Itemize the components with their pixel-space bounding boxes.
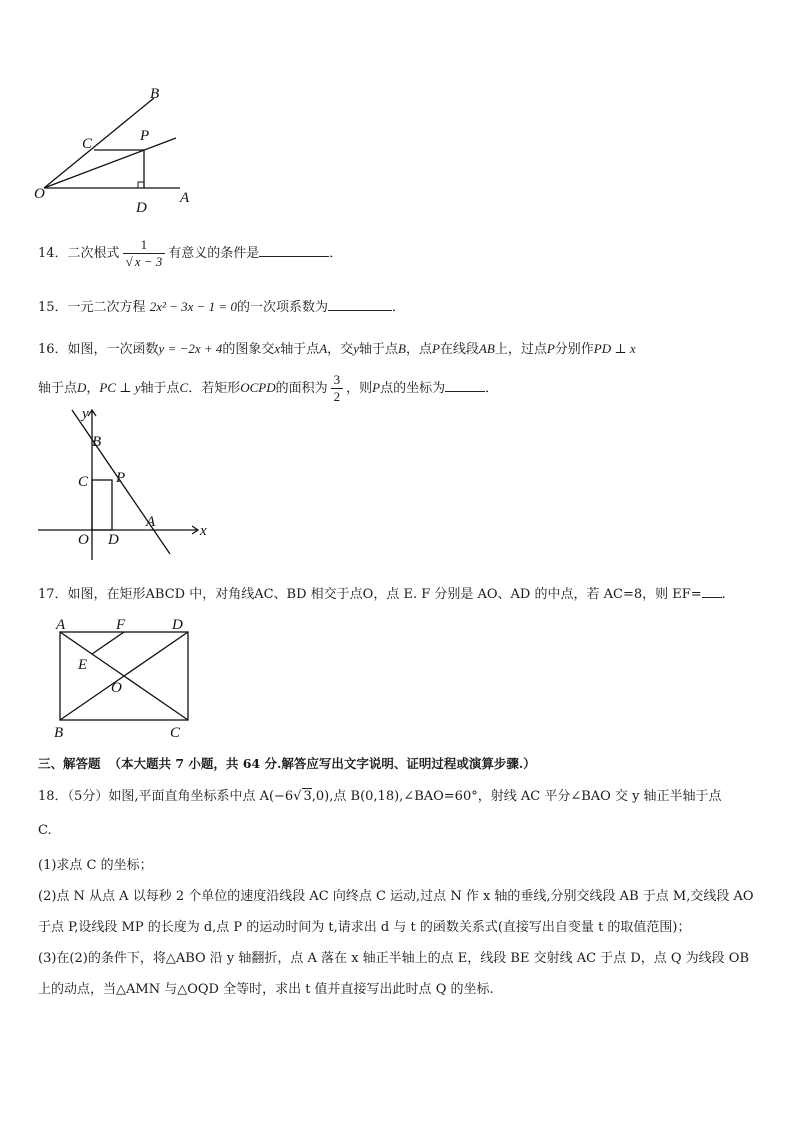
label-a: A	[180, 190, 190, 206]
q16-text: 点的坐标为	[380, 381, 446, 396]
q17-end: .	[721, 587, 726, 602]
label-b: B	[92, 434, 102, 450]
question-18-part1	[38, 854, 153, 873]
question-18-part3a	[38, 947, 749, 966]
q16-var: OCPD	[240, 380, 276, 395]
q18-part2-text: (2)点 N 从点 A 以每秒 2 个单位的速度沿线段 AC 向终点 C 运动,过点 N 作 x 轴的垂线,分别交线段 AB 于点 M,交线段 AO	[38, 889, 754, 904]
q14-end: ．	[329, 246, 343, 261]
label-a: A	[56, 617, 66, 633]
q14-pre: 二次根式	[67, 246, 120, 261]
q14-answer-blank[interactable]	[259, 243, 329, 257]
q14-number: 14．	[38, 246, 68, 261]
label-c: C	[82, 136, 93, 152]
question-18-line1	[38, 785, 722, 804]
q18-text: ,0),点 B(0,18),∠BAO=60°，射线 AC 平分∠BAO 交 y 轴正半轴于点	[311, 789, 722, 804]
q14-fraction	[123, 237, 166, 270]
q16-var: A	[319, 341, 328, 356]
q15-number: 15．	[38, 300, 68, 315]
q16-text: 16．如图，一次函数	[38, 342, 159, 357]
q16-var: D	[77, 380, 87, 395]
q16-text: ．若矩形	[188, 381, 241, 396]
q16-var: y	[353, 341, 359, 356]
question-18-line2	[38, 823, 52, 838]
label-b: B	[54, 725, 64, 741]
section-3-heading	[38, 754, 536, 772]
q14-radicand: x − 3	[134, 254, 163, 269]
segment-ef	[92, 632, 124, 654]
q16-text: 轴于点	[140, 381, 180, 396]
q15-equation: 2x² − 3x − 1 = 0	[149, 299, 237, 314]
q16-text: 的图象交	[222, 342, 275, 357]
label-f: F	[116, 617, 126, 633]
q16-var: B	[397, 341, 406, 356]
q16-var: PD ⊥ x	[593, 341, 636, 356]
label-d: D	[108, 532, 119, 548]
ray-op	[44, 138, 176, 188]
q16-var: C	[179, 380, 189, 395]
figure-q16	[30, 404, 220, 564]
q18-sqrt: √ 3	[293, 789, 312, 804]
label-d: D	[172, 617, 183, 633]
label-o: O	[34, 186, 45, 202]
question-18-part2b	[38, 916, 691, 935]
label-d: D	[136, 200, 147, 216]
section-3-title: 三、解答题	[38, 756, 101, 771]
q16-function: y = −2x + 4	[158, 341, 223, 356]
q16-var: P	[372, 380, 381, 395]
q16-text: 上，过点	[494, 342, 547, 357]
label-b: B	[150, 86, 160, 102]
q16-var: PC ⊥ y	[99, 380, 141, 395]
q16-text: ，则	[346, 381, 373, 396]
label-x: x	[200, 523, 207, 539]
question-15	[38, 296, 405, 315]
q16-text: 分别作	[554, 342, 594, 357]
q16-text: 的面积为	[275, 381, 328, 396]
q17-text: 17．如图，在矩形ABCD 中，对角线AC、BD 相交于点O，点 E. F 分别是 AO、AD 的中点，若 AC=8，则 EF=	[38, 587, 702, 602]
label-o: O	[78, 532, 89, 548]
q18-part2-text: 于点 P,设线段 MP 的长度为 d,点 P 的运动时间为 t,请求出 d 与 t 的函数关系式(直接写出自变量 t 的取值范围)；	[38, 920, 691, 935]
q16-text: ，点	[405, 342, 432, 357]
label-c: C	[170, 725, 181, 741]
ray-ob	[44, 98, 154, 188]
q16-text: 轴于点	[358, 342, 398, 357]
q15-end: ．	[391, 300, 405, 315]
label-p: P	[116, 470, 126, 486]
question-18-part2a	[38, 885, 754, 904]
label-e: E	[78, 657, 88, 673]
q16-text: ，交	[327, 342, 354, 357]
figure-q13	[30, 80, 200, 220]
q16-text: 轴于点	[280, 342, 320, 357]
q16-fraction	[331, 372, 344, 405]
label-a: A	[146, 514, 156, 530]
q16-frac-den: 2	[331, 388, 344, 405]
q16-answer-blank[interactable]	[445, 378, 485, 392]
q18-part1-text: (1)求点 C 的坐标；	[38, 858, 153, 873]
q14-post: 有意义的条件是	[168, 246, 260, 261]
q18-text: 18．（5分）如图,平面直角坐标系中点 A(−6	[38, 789, 294, 804]
q18-part3-text: (3)在(2)的条件下，将△ABO 沿 y 轴翻折，点 A 落在 x 轴正半轴上的点 E，线段 BE 交射线 AC 于点 D，点 Q 为线段 OB	[38, 951, 750, 966]
right-angle-mark	[138, 182, 144, 188]
q14-frac-num: 1	[140, 237, 148, 252]
q18-text: C.	[38, 823, 52, 838]
q16-var: AB	[478, 341, 495, 356]
q16-var: P	[546, 341, 555, 356]
q16-text: 在线段	[439, 342, 479, 357]
q16-frac-num: 3	[333, 372, 341, 387]
q16-text: 轴于点	[38, 381, 78, 396]
q15-pre: 一元二次方程	[67, 300, 146, 315]
label-o: O	[111, 680, 122, 696]
q16-var: x	[274, 341, 281, 356]
q18-radicand: 3	[303, 789, 312, 804]
section-3-note: （本大题共 7 小题，共 64 分.解答应写出文字说明、证明过程或演算步骤.）	[108, 756, 536, 771]
label-y: y	[82, 406, 89, 422]
q17-answer-blank[interactable]	[702, 584, 722, 598]
q14-frac-den: √ x − 3	[123, 253, 166, 270]
q16-text: ，	[86, 381, 100, 396]
q16-end: ．	[485, 381, 499, 396]
question-16-line2	[38, 370, 498, 407]
question-18-part3b	[38, 978, 494, 997]
rectangle-ocpd	[92, 480, 112, 530]
q15-post: 的一次项系数为	[236, 300, 328, 315]
label-c: C	[78, 474, 89, 490]
figure-q17	[48, 614, 198, 740]
q18-part3-text: 上的动点，当△AMN 与△OQD 全等时，求出 t 值并直接写出此时点 Q 的坐标.	[38, 982, 494, 997]
question-14	[38, 236, 342, 272]
q16-var: P	[431, 341, 440, 356]
q15-answer-blank[interactable]	[328, 297, 392, 311]
label-p: P	[140, 128, 150, 144]
question-16-line1	[38, 338, 636, 357]
question-17	[38, 583, 726, 602]
